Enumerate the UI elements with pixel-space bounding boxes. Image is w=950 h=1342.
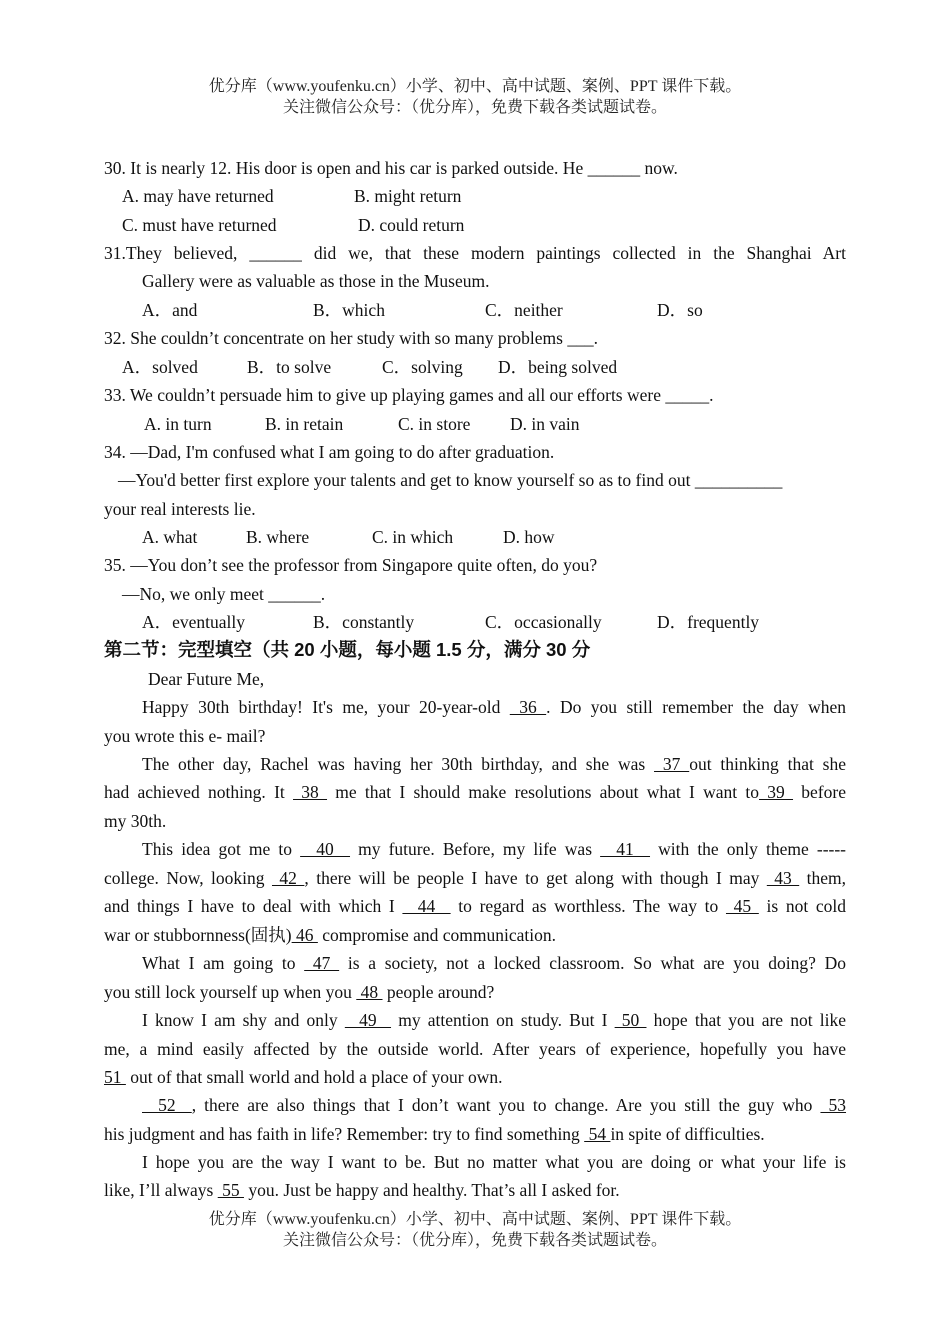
- passage-line-17: I hope you are the way I want to be. But no matter what you are doing or what your life is: [142, 1152, 846, 1172]
- passage-line-18: [104, 1178, 846, 1202]
- blank-48: 48: [356, 982, 383, 1002]
- q30-option-c: C. must have returned: [122, 215, 277, 235]
- q30-stem: 30. It is nearly 12. His door is open and his car is parked outside. He ______ now.: [104, 158, 678, 178]
- text-run: The other day, Rachel was having her 30th birthday, and she was: [142, 754, 655, 774]
- blank-50: 50: [614, 1010, 647, 1030]
- blank-38: 38: [293, 782, 328, 802]
- text-run: Happy 30th birthday! It's me, your 20-year-old: [142, 697, 510, 717]
- q33-stem: 33. We couldn’t persuade him to give up playing games and all our efforts were _____.: [104, 385, 714, 405]
- footer-line-1: 优分库（www.youfenku.cn）小学、初中、高中试题、案例、PPT 课件下载。: [208, 1211, 742, 1228]
- text-run: them,: [799, 868, 847, 888]
- blank-55: 55: [217, 1180, 244, 1200]
- site-banner-top: [0, 76, 950, 118]
- q33-option-a: A. in turn: [144, 414, 212, 434]
- q35-stem-line-2: —No, we only meet ______.: [122, 584, 326, 604]
- text-run: out of that small world and hold a place of your own.: [125, 1067, 503, 1087]
- blank-40: 40: [300, 839, 351, 859]
- q31-option-b: B．which: [313, 300, 385, 320]
- q32-option-a: A．solved: [122, 357, 198, 377]
- text-run: my attention on study. But I: [391, 1010, 615, 1030]
- text-run: with the only theme -----: [650, 839, 847, 859]
- section-heading: 第二节：完型填空（共 20 小题，每小题 1.5 分，满分 30 分: [104, 639, 591, 660]
- text-run: I know I am shy and only: [142, 1010, 345, 1030]
- banner-line-2: 关注微信公众号：（优分库），免费下载各类试题试卷。: [282, 99, 667, 116]
- text-run: in spite of difficulties.: [610, 1124, 765, 1144]
- q33-option-d: D. in vain: [510, 414, 580, 434]
- passage-line-1: [142, 695, 846, 719]
- passage-line-13: me, a mind easily affected by the outside world. After years of experience, hopefully you have: [104, 1039, 846, 1059]
- blank-42: 42: [271, 868, 305, 888]
- text-run: This idea got me to: [142, 839, 301, 859]
- blank-52: 52: [142, 1095, 192, 1115]
- blank-39: 39: [759, 782, 794, 802]
- passage-line-7: [104, 866, 846, 890]
- passage-line-6: [142, 837, 846, 861]
- q35-stem-line-1: 35. —You don’t see the professor from Singapore quite often, do you?: [104, 555, 598, 575]
- text-run: his judgment and has faith in life? Remember: try to find something: [104, 1124, 585, 1144]
- text-run: college. Now, looking: [104, 868, 272, 888]
- text-run: What I am going to: [142, 953, 305, 973]
- footer-line-2: 关注微信公众号：（优分库），免费下载各类试题试卷。: [282, 1232, 667, 1249]
- blank-53: 53: [820, 1095, 847, 1115]
- blank-43: 43: [766, 868, 800, 888]
- q30-option-a: A. may have returned: [122, 186, 274, 206]
- blank-36: 36: [509, 697, 547, 717]
- q34-option-a: A. what: [142, 527, 198, 547]
- text-run: before: [793, 782, 846, 802]
- q31-option-d: D．so: [657, 300, 703, 320]
- q34-option-c: C. in which: [372, 527, 454, 547]
- passage-line-3: [142, 752, 846, 776]
- q35-option-b: B．constantly: [313, 612, 415, 632]
- letter-greeting: Dear Future Me,: [148, 669, 265, 689]
- q35-option-d: D．frequently: [657, 612, 760, 632]
- text-run: hope that you are not like: [646, 1010, 847, 1030]
- q31-stem-line-1: 31.They believed, ______ did we, that these modern paintings collected in the Shanghai Art: [104, 243, 846, 263]
- passage-line-16: [104, 1122, 846, 1146]
- text-run: and things I have to deal with which I: [104, 896, 403, 916]
- q31-option-c: C．neither: [485, 300, 563, 320]
- blank-41: 41: [600, 839, 651, 859]
- text-run: , there will be people I have to get along with though I may: [304, 868, 767, 888]
- q34-option-d: D. how: [503, 527, 555, 547]
- text-run: . Do you still remember the day when: [546, 697, 846, 717]
- passage-line-14: [104, 1065, 846, 1089]
- text-run: people around?: [382, 982, 495, 1002]
- text-run: like, I’ll always: [104, 1180, 218, 1200]
- blank-51: 51: [104, 1067, 126, 1087]
- passage-line-5: my 30th.: [104, 811, 167, 831]
- q35-option-a: A．eventually: [142, 612, 246, 632]
- q32-option-d: D．being solved: [498, 357, 618, 377]
- q33-option-c: C. in store: [398, 414, 471, 434]
- passage-line-10: [142, 951, 846, 975]
- q31-option-a: A．and: [142, 300, 198, 320]
- text-run: war or stubbornness(固执): [104, 925, 292, 945]
- q30-option-b: B. might return: [354, 186, 462, 206]
- blank-54: 54: [584, 1124, 611, 1144]
- blank-45: 45: [725, 896, 759, 916]
- text-run: out thinking that she: [689, 754, 846, 774]
- banner-line-1: 优分库（www.youfenku.cn）小学、初中、高中试题、案例、PPT 课件下载。: [208, 78, 742, 95]
- blank-44: 44: [402, 896, 451, 916]
- q34-option-b: B. where: [246, 527, 310, 547]
- text-run: you. Just be happy and healthy. That’s all I asked for.: [243, 1180, 620, 1200]
- text-run: my future. Before, my life was: [350, 839, 601, 859]
- q32-option-c: C．solving: [382, 357, 463, 377]
- text-run: to regard as worthless. The way to: [450, 896, 726, 916]
- q31-stem-line-2: Gallery were as valuable as those in the Museum.: [142, 271, 490, 291]
- text-run: me that I should make resolutions about what I want to: [327, 782, 760, 802]
- q30-option-d: D. could return: [358, 215, 465, 235]
- q32-option-b: B．to solve: [247, 357, 332, 377]
- site-banner-bottom: [0, 1209, 950, 1251]
- passage-line-12: [142, 1008, 846, 1032]
- text-run: had achieved nothing. It: [104, 782, 294, 802]
- q34-stem-line-3: your real interests lie.: [104, 499, 256, 519]
- text-run: you still lock yourself up when you: [104, 982, 357, 1002]
- text-run: , there are also things that I don’t want you to change. Are you still the guy who: [191, 1095, 821, 1115]
- passage-line-2: you wrote this e- mail?: [104, 726, 266, 746]
- text-run: is not cold: [758, 896, 846, 916]
- blank-47: 47: [304, 953, 340, 973]
- q33-option-b: B. in retain: [265, 414, 344, 434]
- passage-line-15: [142, 1093, 846, 1117]
- text-run: compromise and communication.: [317, 925, 556, 945]
- text-run: is a society, not a locked classroom. So what are you doing? Do: [339, 953, 846, 973]
- blank-49: 49: [344, 1010, 392, 1030]
- q32-stem: 32. She couldn’t concentrate on her study with so many problems ___.: [104, 328, 598, 348]
- q34-stem-line-1: 34. —Dad, I'm confused what I am going to do after graduation.: [104, 442, 555, 462]
- q35-option-c: C．occasionally: [485, 612, 602, 632]
- passage-line-9: [104, 923, 846, 947]
- passage-line-4: [104, 780, 846, 804]
- q34-stem-line-2: —You'd better first explore your talents and get to know yourself so as to find out __________: [118, 470, 783, 490]
- blank-46: 46: [291, 925, 318, 945]
- passage-line-8: [104, 894, 846, 918]
- passage-line-11: [104, 980, 846, 1004]
- blank-37: 37: [654, 754, 690, 774]
